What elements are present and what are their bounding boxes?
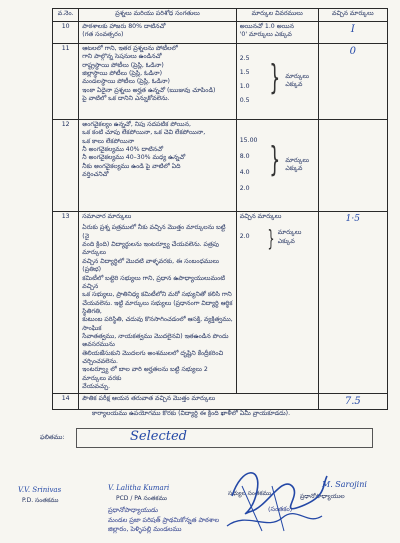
question-line: పాఠశాలకు హాజరు 80% దాటినచో	[82, 23, 166, 30]
score-value: 1.0	[239, 83, 250, 90]
question-line: అంగవైకల్యం ఉన్నచో, నిపు సదపటిక పోయిన,	[82, 121, 191, 128]
col-marks-detail-header: మార్కుల వివరములు	[236, 9, 318, 22]
row-detail	[236, 212, 318, 394]
score-value: 2.5	[239, 55, 250, 62]
given-marks-value: 0	[349, 46, 356, 57]
row-sno: 10	[53, 22, 79, 44]
question-line: గాని పాల్గొన్న సెషనులు ఉండినచో	[82, 53, 162, 61]
row-detail	[236, 120, 318, 212]
marks-table	[52, 8, 388, 410]
signature-pd-name: V.V. Srinivas	[18, 486, 62, 494]
row-given	[318, 120, 387, 212]
question-line: వంది క్రింది) విద్యార్థులను ఇంటర్వ్యూ చేయవలెను. పత్రపు మార్కులు	[82, 241, 219, 257]
table-row	[53, 22, 388, 44]
question-line: రాష్ట్రస్థాయి పోటీలు (ప్రెస్లి, ఓడినా)	[82, 61, 164, 69]
question-line: సేవాతత్వము, నాయకత్వము మొదలైనవి) ఇతఉండిన పొందు అవసరమును	[82, 333, 229, 349]
row-sno: 11	[53, 44, 79, 120]
signature-hm-name: M. Sarojini	[322, 480, 367, 489]
row-detail	[236, 44, 318, 120]
signature-member-role: సభ్యుల సంతకము	[228, 490, 272, 497]
question-line: ఒక సభ్యులు, ప్రాతినిధ్య కమిటీలోని మరో సభ్యునితో కలిసి గాని	[82, 291, 232, 299]
signature-pd-role: P.D. సంతకము	[22, 497, 59, 504]
question-line: వేయవచ్చు.	[82, 383, 111, 391]
table-row	[53, 212, 388, 394]
detail-line: అయినచో 1.0 అయిన	[239, 23, 294, 30]
detail-label: మార్కులు	[277, 229, 302, 237]
question-line: తెలియజేసుకుని మొదలగు అంశములలో దృష్టిని కేంద్రీకరించి చర్చించవలెను.	[82, 349, 224, 366]
given-marks-value: I	[350, 24, 355, 35]
row-given	[318, 393, 387, 410]
brace: }	[269, 140, 280, 180]
question-line: పౌతిక పరీక్ష ఆయన తరువాత వచ్చిన మొత్తం మార్కులు	[82, 394, 216, 402]
detail-line: '0' మార్కులు ఎక్కువ	[239, 31, 292, 39]
score-value: 2.0	[239, 233, 250, 241]
result-label: ఫలితము:	[40, 434, 65, 441]
detail-top: వచ్చిన మార్కులు	[239, 213, 282, 220]
result-value: Selected	[130, 429, 187, 444]
detail-label: ఎక్కువ	[285, 165, 303, 173]
result-box	[76, 428, 373, 448]
question-line: కుటుంబ పరిస్థితి, చదువు కొనసాగించడంలో ఆసక్తి, వ్యక్తిత్వము, సాంఘిక	[82, 316, 233, 332]
row-question	[79, 22, 236, 44]
table-header	[53, 9, 388, 22]
given-marks-value: 7.5	[344, 395, 361, 407]
col-sno-header: వ.నెం.	[53, 9, 79, 22]
brace: }	[267, 227, 275, 253]
col-given-marks-header: వచ్చిన మార్కులు	[318, 9, 387, 22]
signature-pcd-role: PCD / PA సంతకము	[116, 495, 167, 502]
score-value: 0.5	[239, 97, 250, 104]
question-line: ఒక కాలు లేకపోయినా	[82, 137, 135, 145]
question-line: (గత సంవత్సరం)	[82, 31, 124, 39]
score-value: 4.0	[239, 169, 250, 176]
detail-label: ఎక్కువ	[277, 237, 295, 245]
stamp-line: జిల్లారం, పెళ్ళిపల్లి మండలము	[108, 525, 182, 534]
row-question	[79, 120, 236, 212]
score-value: 15.00	[239, 137, 258, 144]
question-line: నీ అంగవైకల్యము 40–30% మధ్య ఉన్నచో	[82, 154, 186, 162]
table-row	[53, 120, 388, 212]
question-line: ఇంటర్వ్యూ లో బాల వారి అర్హతలను బట్టి సభ్యులు 2 మార్కులు వరకు	[82, 366, 208, 382]
brace: }	[269, 58, 280, 98]
row-sno: 12	[53, 120, 79, 212]
row-given	[318, 212, 387, 394]
row-sno: 14	[53, 393, 79, 410]
table-row	[53, 393, 388, 410]
signature-hm-role: ప్రధానోపాధ్యాయుల	[300, 493, 345, 500]
question-title: సమాచార మార్కులు	[82, 213, 132, 220]
stamp-line: ప్రధానోపాధ్యాయుడు	[108, 506, 158, 514]
row-question	[79, 393, 318, 410]
question-line: కమిటీలో బట్టెరి సభ్యులు గాని, ప్రధాన ఉపాధ్యాయులుమంటి వచ్చిన	[82, 274, 226, 290]
question-line: నీకు అంగవైకల్యము ఉండి పై వాటిలో ఏది	[82, 162, 181, 170]
stamp-right: (సంతకం)	[268, 505, 293, 513]
row-sno: 13	[53, 212, 79, 394]
question-line: మండలస్థాయి పోటీలు (ప్రెస్లి, ఓడినా)	[82, 78, 170, 86]
question-line: వచ్చిన విద్యార్థిలో మొదటి వాళ్ళవరకు, ఈ సంబంధములు (ప్రతిభ)	[82, 257, 220, 274]
given-marks-value: 1·5	[345, 214, 360, 224]
stamp-line: మండల ప్రజా పరిషత్ ప్రాథమికోన్నత పాఠశాల	[108, 515, 220, 524]
question-line: ఏరుకు ప్రశ్న పత్రములో నీకు వచ్చిన మొత్తం మార్కులను బట్టి (నై	[82, 224, 226, 240]
detail-label: మార్కులు	[285, 157, 310, 164]
question-line: చేయవలెను. ఇట్టి మార్కులు సభ్యులు (ప్రధానంగా విద్యార్థి ఆర్థిక స్థితిగతి,	[82, 299, 233, 315]
row-detail	[236, 22, 318, 44]
row-question	[79, 212, 236, 394]
row-given	[318, 22, 387, 44]
detail-label: మార్కులు	[285, 73, 310, 80]
table-row	[53, 44, 388, 120]
score-value: 8.0	[239, 153, 250, 160]
score-value: 1.5	[239, 69, 250, 76]
question-line: వర్తించనిచో	[82, 171, 109, 179]
question-line: ఒక కంటి చూపు లేకపోయినా, ఒక చెవి లేకపోయినా,	[82, 129, 206, 137]
question-line: ఆటలలో గాని, ఇతర ప్రశ్నలను పోటీలలో	[82, 45, 178, 52]
col-question-header: ప్రశ్నలు మరియు పరిశోధ సంగతులు	[79, 9, 236, 22]
score-value: 2.0	[239, 185, 250, 192]
row-question	[79, 44, 236, 120]
office-use-note: కార్యాలయము ఉపయోగము కొరకు (విద్యార్థి ఈ క్రింది ఖాళీలో ఏమీ వ్రాయకూడదు).	[92, 410, 291, 417]
question-line: జిల్లాస్థాయి పోటీలు (ప్రెస్లి, ఓడినా)	[82, 70, 163, 78]
row-given	[318, 44, 387, 120]
question-line: పై వాటిలో ఒక దానిని ఎన్నుకోవలెను.	[82, 95, 170, 103]
detail-label: ఎక్కువ	[285, 81, 303, 89]
question-line: నీ అంగవైకల్యము 40% దాటినచో	[82, 146, 164, 154]
question-line: ఇంకా ఏదైనా ప్రశ్నలు అర్హత ఉన్నచో (ఋజువు చూపిండి)	[82, 86, 216, 94]
stamp	[108, 506, 219, 535]
signature-scribble	[222, 456, 332, 536]
signature-pcd-name: V. Lalitha Kumari	[108, 484, 170, 492]
